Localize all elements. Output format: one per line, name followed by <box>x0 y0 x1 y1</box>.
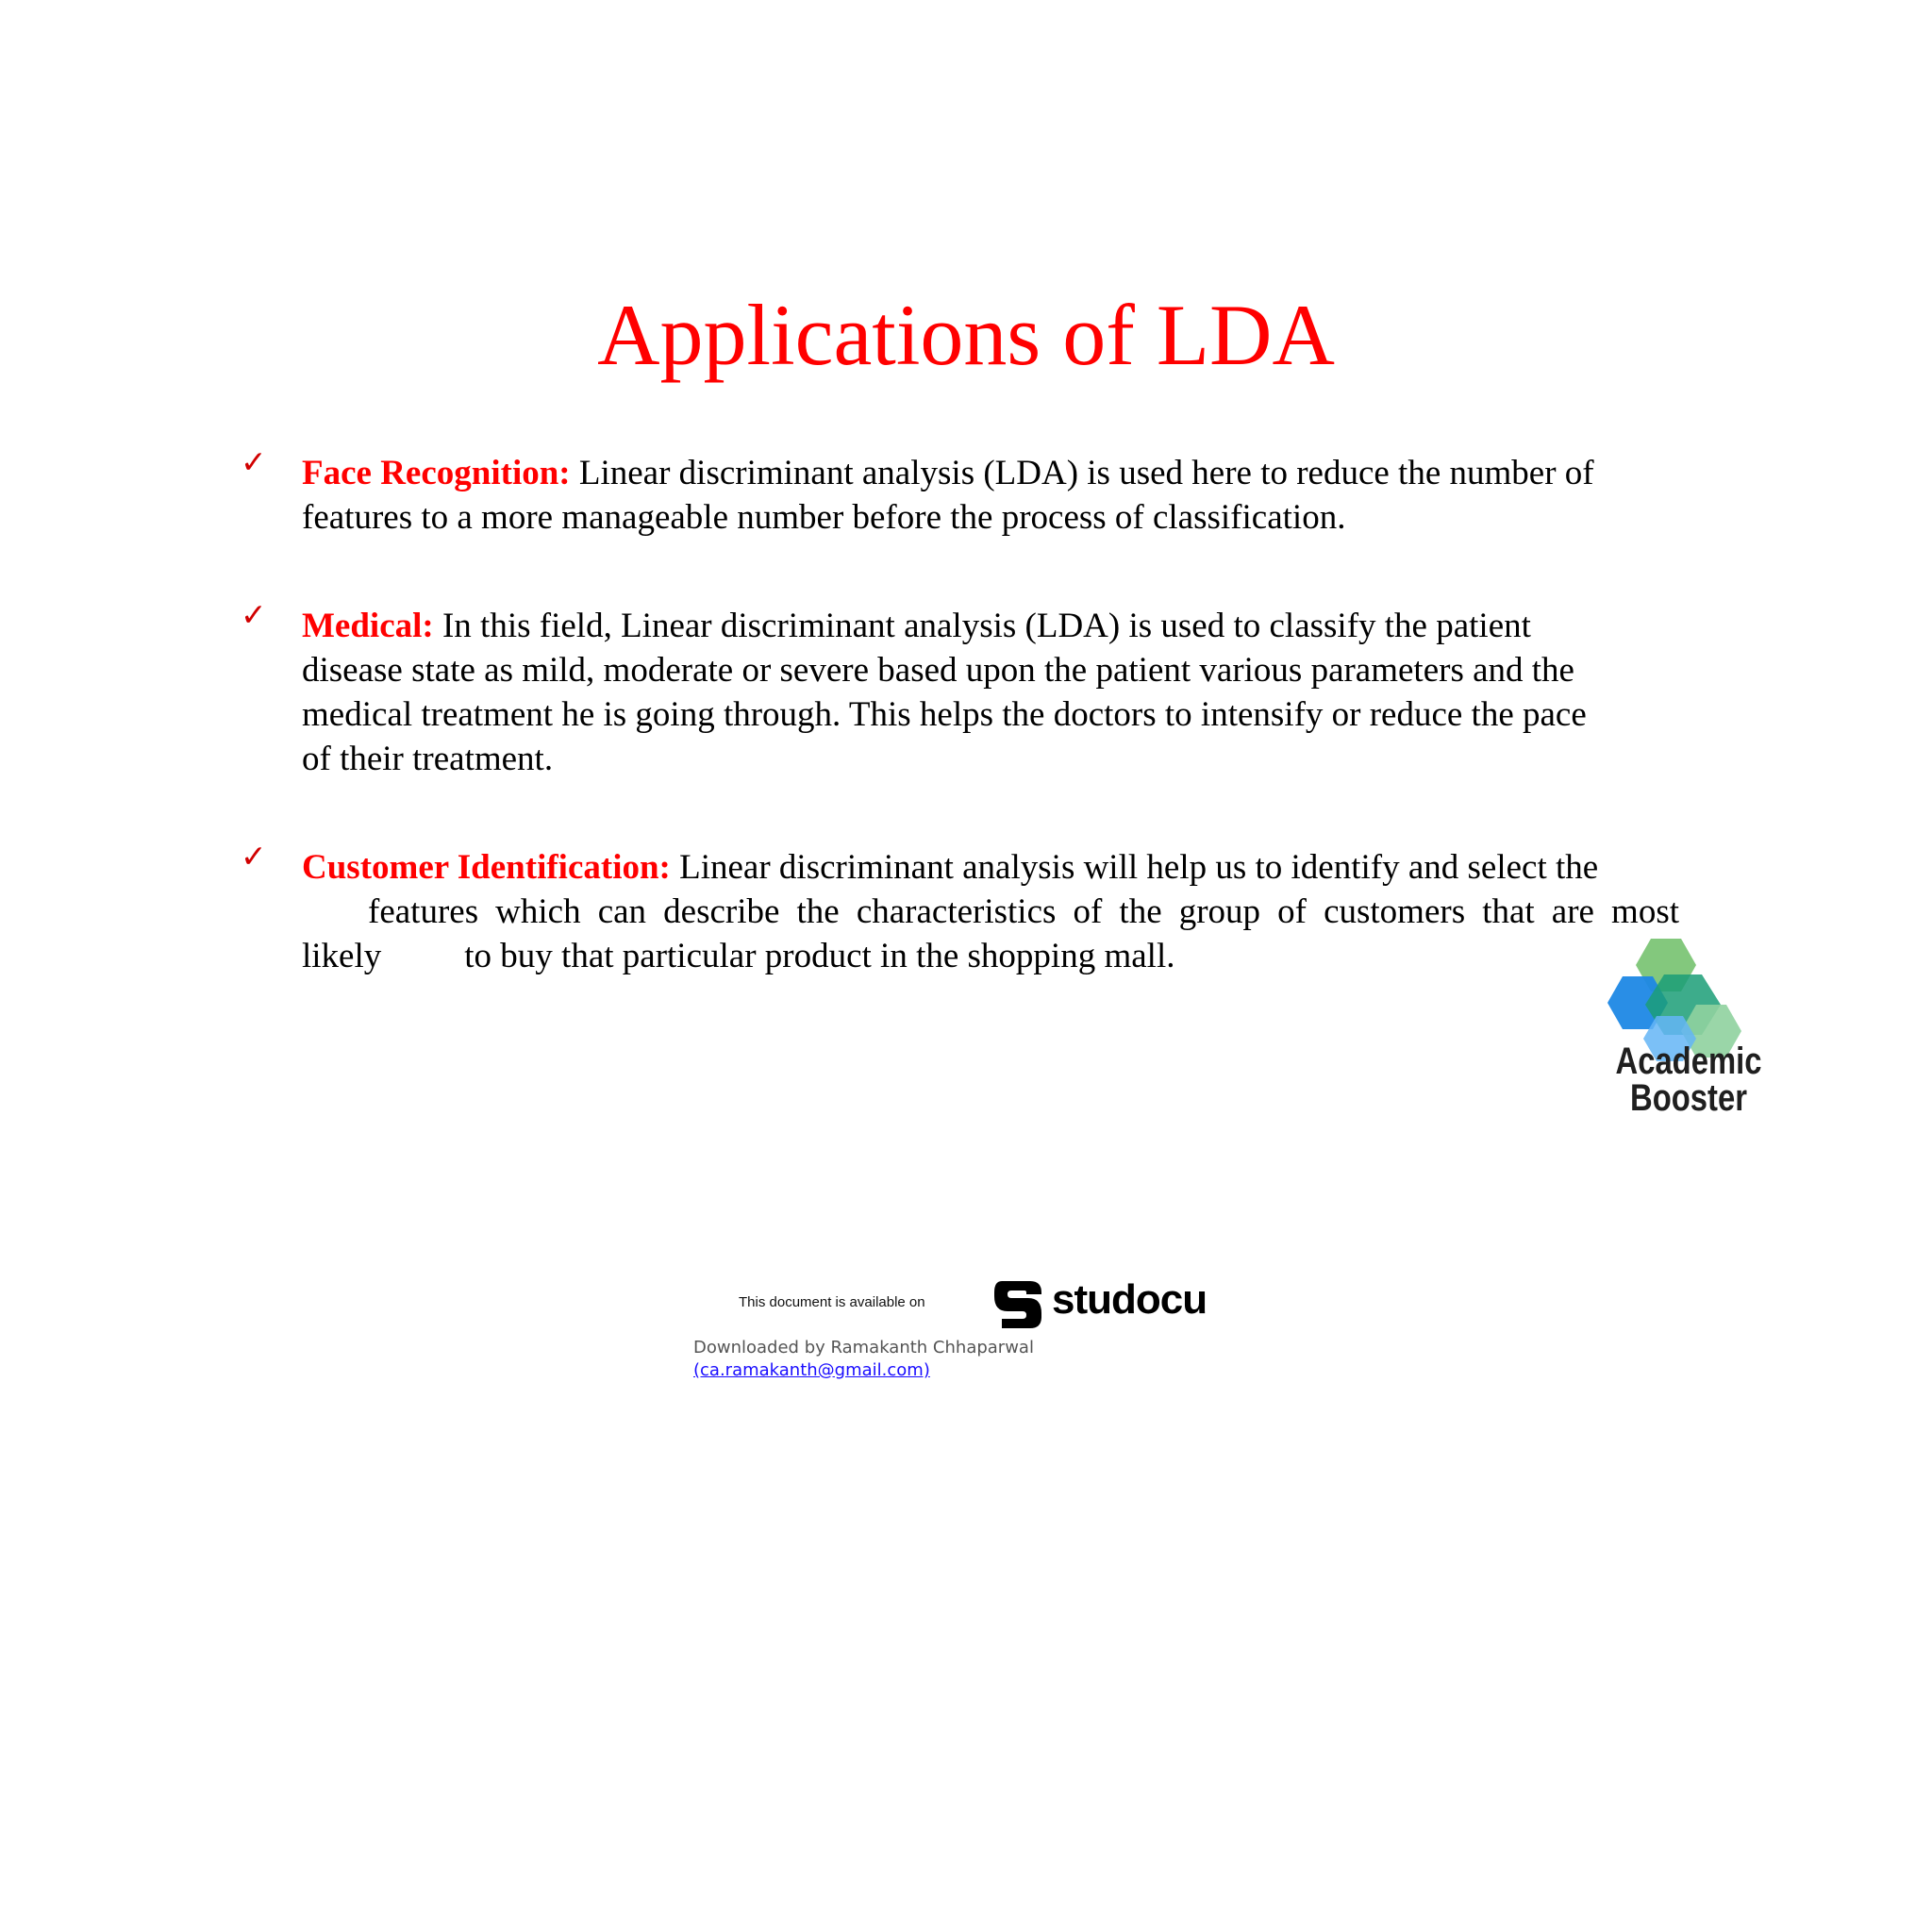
item-text: Linear discriminant analysis (LDA) is used here to reduce the number of <box>570 454 1594 492</box>
item-text: In this field, Linear discriminant analysis (LDA) is used to classify the patient <box>433 607 1531 645</box>
item-text: to buy that particular product in the shopping mall. <box>464 937 1175 975</box>
available-on-text: This document is available on <box>739 1294 925 1310</box>
item-line <box>302 845 1679 890</box>
logo-text-line2: Booster <box>1630 1077 1747 1119</box>
studocu-logo-icon[interactable] <box>989 1275 1047 1334</box>
item-line <box>302 451 1679 495</box>
item-line: medical treatment he is going through. This helps the doctors to intensify or reduce the pace <box>302 695 1587 734</box>
check-icon: ✓ <box>241 838 267 874</box>
item-line: disease state as mild, moderate or severe based upon the patient various parameters and the <box>302 651 1574 690</box>
page-title: Applications of LDA <box>597 287 1335 383</box>
item-line: features to a more manageable number before the process of classification. <box>302 498 1346 537</box>
item-label: Customer Identification: <box>302 848 671 887</box>
item-label: Face Recognition: <box>302 454 571 492</box>
logo-text-line1: Academic <box>1615 1041 1762 1082</box>
list-item-medical <box>302 604 1679 781</box>
item-label: Medical: <box>302 607 434 645</box>
studocu-brand[interactable]: studocu <box>1052 1276 1208 1323</box>
list-item-customer-identification <box>302 845 1679 978</box>
list-item-face-recognition <box>302 451 1679 540</box>
item-line: of their treatment. <box>302 740 554 778</box>
item-line: features which can describe the characteristics of the group of customers that are most <box>368 892 1679 931</box>
item-text: Linear discriminant analysis will help us to identify and select the <box>670 848 1599 887</box>
downloaded-by-text: Downloaded by Ramakanth Chhaparwal <box>693 1338 1034 1357</box>
item-line <box>302 934 1679 978</box>
item-text: likely <box>302 937 382 975</box>
email-link[interactable]: (ca.ramakanth@gmail.com) <box>693 1360 930 1380</box>
item-line <box>302 604 1679 648</box>
check-icon: ✓ <box>241 596 267 633</box>
check-icon: ✓ <box>241 443 267 480</box>
